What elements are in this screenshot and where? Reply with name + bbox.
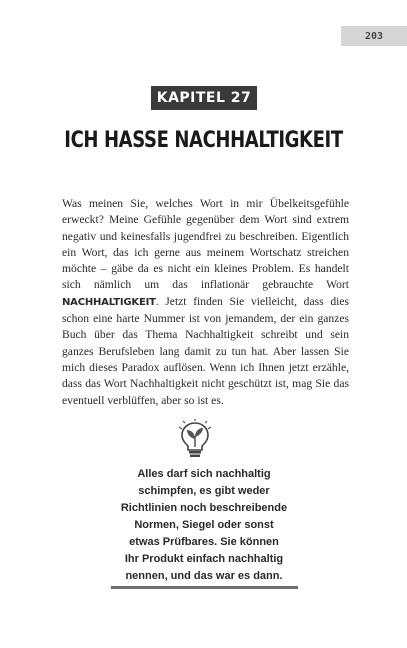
body-text-before: Was meinen Sie, welches Wort in mir Übelkeitsgefühle erweckt? Meine Gefühle gegenüber dem Wort sind extrem negativ und keinesfalls jugendfrei zu beschreiben. Eigentlich ein Wort, das ich gerne aus meinem Wortschatz streichen möchte – gäbe da es nicht ein kleines Problem. Es handelt sich nämlich um das inflationär gebrauchte Wort bbox=[62, 197, 349, 292]
body-text-after: . Jetzt finden Sie vielleicht, dass dies schon eine harte Nummer ist von jemandem, der ein ganzes Buch über das Thema Nachhaltigkeit schreibt und sein ganzes Berufsleben lang damit zu tun hat. Aber lassen Sie mich dieses Paradox auflösen. Wenn ich Ihnen jetzt erzähle, dass das Wort Nachhaltigkeit nicht geschützt ist, mag Sie das eventuell verblüffen, aber so ist es. bbox=[62, 294, 349, 407]
callout-line: Richtlinien noch beschreibende bbox=[120, 502, 288, 514]
lightbulb-leaf-icon bbox=[178, 419, 212, 459]
page-number-text: 203 bbox=[364, 30, 384, 42]
highlighted-term: NACHHALTIGKEIT bbox=[62, 296, 156, 308]
callout-line: Ihr Produkt einfach nachhaltig bbox=[124, 553, 284, 565]
callout-line: schimpfen, es gibt weder bbox=[138, 485, 270, 497]
page-number bbox=[341, 26, 407, 46]
callout-divider bbox=[111, 586, 298, 589]
callout-box bbox=[111, 466, 297, 585]
body-paragraph bbox=[62, 196, 349, 409]
callout-line: Alles darf sich nachhaltig bbox=[137, 468, 271, 480]
chapter-label-badge bbox=[151, 86, 257, 110]
callout-line: Normen, Siegel oder sonst bbox=[134, 519, 274, 531]
callout-line: nennen, und das war es dann. bbox=[125, 570, 283, 582]
chapter-label-text: KAPITEL 27 bbox=[156, 90, 252, 106]
callout-line: etwas Prüfbares. Sie können bbox=[129, 536, 279, 548]
chapter-title: ICH HASSE NACHHALTIGKEIT bbox=[64, 128, 343, 153]
